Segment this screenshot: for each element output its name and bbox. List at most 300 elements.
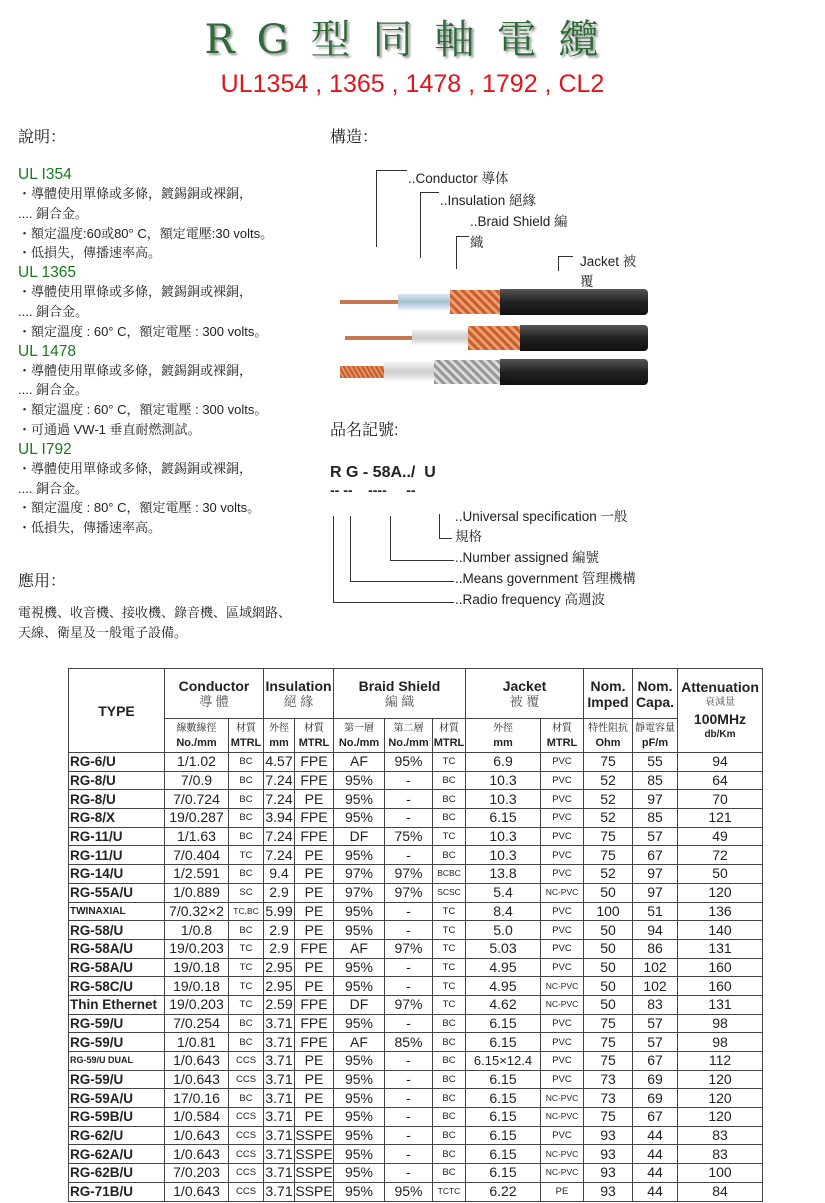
value-cell: 1/0.8 xyxy=(165,921,229,940)
type-cell: RG-6/U xyxy=(69,753,165,772)
naming-heading: 品名記號: xyxy=(330,422,399,439)
value-cell: CCS xyxy=(229,1070,264,1089)
value-cell: 50 xyxy=(584,958,633,977)
value-cell: BC xyxy=(433,790,466,809)
value-cell: AF xyxy=(334,753,385,772)
value-cell: 10.3 xyxy=(466,846,541,865)
table-row xyxy=(69,1052,763,1071)
naming-government: ..Means government 管理機構 xyxy=(455,571,636,586)
type-cell: RG-62/U xyxy=(69,1126,165,1145)
value-cell: 6.9 xyxy=(466,753,541,772)
value-cell: PE xyxy=(541,1182,584,1201)
value-cell: BC xyxy=(229,1014,264,1033)
application-line: 天線、衛星及一般電子設備。 xyxy=(18,625,188,640)
spec-line: ・額定溫度 : 80° C，額定電壓 : 30 volts。 xyxy=(18,500,261,516)
value-cell: 49 xyxy=(678,827,763,846)
jacket-label-2: 覆 xyxy=(580,274,594,289)
value-cell: PVC xyxy=(541,753,584,772)
value-cell: - xyxy=(385,1014,433,1033)
value-cell: BC xyxy=(229,1033,264,1052)
naming-code: R G - 58A../ U xyxy=(330,464,436,481)
value-cell: 97 xyxy=(633,790,678,809)
value-cell: SSPE xyxy=(295,1127,333,1144)
value-cell: NC-PVC xyxy=(541,1145,584,1164)
value-cell: FPE xyxy=(295,995,334,1014)
value-cell: BC xyxy=(433,1033,466,1052)
value-cell: 3.71 xyxy=(265,1127,293,1144)
value-cell: 19/0.287 xyxy=(165,809,229,828)
value-cell: 7/0.32×2 xyxy=(165,902,229,921)
table-row xyxy=(69,1108,763,1127)
spec-line: ・額定溫度 : 60° C，額定電壓 : 300 volts。 xyxy=(18,323,268,339)
value-cell: 44 xyxy=(633,1126,678,1145)
type-cell: RG-58/U xyxy=(69,921,165,940)
spec-line: ・導體使用單條或多條，鍍錫銅或裸銅， xyxy=(18,284,253,300)
value-cell: 50 xyxy=(584,995,633,1014)
value-cell: 50 xyxy=(584,977,633,996)
value-cell: 3.71 xyxy=(265,1014,293,1031)
value-cell: 98 xyxy=(678,1033,763,1052)
value-cell: PE xyxy=(295,921,334,940)
value-cell: PE xyxy=(295,1108,334,1127)
value-cell: TC xyxy=(433,753,466,772)
value-cell: 3.94 xyxy=(265,809,293,826)
value-cell: NC-PVC xyxy=(541,1089,584,1108)
value-cell: 95% xyxy=(334,809,385,828)
value-cell: 95% xyxy=(334,921,385,940)
value-cell: TC xyxy=(433,958,466,977)
value-cell: TC xyxy=(229,995,264,1014)
value-cell: PVC xyxy=(541,846,584,865)
value-cell: 75 xyxy=(584,827,633,846)
spec-line: ・導體使用單條或多條，鍍錫銅或裸銅， xyxy=(18,186,253,201)
value-cell: 3.71 xyxy=(265,1183,293,1200)
value-cell: 85% xyxy=(385,1033,433,1052)
value-cell: 83 xyxy=(678,1126,763,1145)
value-cell: - xyxy=(385,809,433,828)
value-cell: 7.24 xyxy=(265,828,293,845)
value-cell: 19/0.18 xyxy=(165,958,229,977)
value-cell: PE xyxy=(295,1089,334,1108)
table-row xyxy=(69,771,763,790)
value-cell: 121 xyxy=(678,809,763,828)
type-cell: RG-59A/U xyxy=(69,1089,165,1108)
value-cell: CCS xyxy=(229,1145,264,1164)
value-cell: 95% xyxy=(334,771,385,790)
value-cell: 52 xyxy=(584,865,633,884)
type-cell: RG-62A/U xyxy=(69,1145,165,1164)
value-cell: TC xyxy=(229,846,264,865)
spec-line: ・低損失，傳播速率高。 xyxy=(18,245,162,261)
value-cell: 50 xyxy=(584,921,633,940)
value-cell: SCSC xyxy=(433,883,466,902)
type-cell: RG-8/U xyxy=(69,790,165,809)
value-cell: 70 xyxy=(678,790,763,809)
value-cell: 6.15 xyxy=(466,1126,541,1145)
value-cell: PE xyxy=(295,865,334,884)
value-cell: 9.4 xyxy=(264,865,295,884)
value-cell: CCS xyxy=(229,1182,264,1201)
value-cell: 95% xyxy=(334,958,385,977)
table-row xyxy=(69,883,763,902)
value-cell: 72 xyxy=(678,846,763,865)
subheader-cell: 第二層 No./mm xyxy=(385,719,433,753)
value-cell: 85 xyxy=(633,771,678,790)
value-cell: - xyxy=(385,846,433,865)
value-cell: 4.57 xyxy=(265,753,293,770)
value-cell: 102 xyxy=(633,958,678,977)
value-cell: 97 xyxy=(633,883,678,902)
value-cell: BC xyxy=(229,790,264,809)
value-cell: 10.3 xyxy=(466,827,541,846)
value-cell: 83 xyxy=(633,995,678,1014)
value-cell: 1/0.889 xyxy=(165,883,229,902)
table-row xyxy=(69,809,763,828)
value-cell: 69 xyxy=(633,1089,678,1108)
value-cell: NC-PVC xyxy=(541,1108,584,1127)
value-cell: 19/0.18 xyxy=(165,977,229,996)
value-cell: 2.9 xyxy=(264,921,295,940)
subheader-cell: 材質 MTRL xyxy=(433,719,466,753)
value-cell: 67 xyxy=(633,1108,678,1127)
value-cell: 2.9 xyxy=(264,939,295,958)
table-row xyxy=(69,753,763,772)
type-cell: RG-58A/U xyxy=(69,958,165,977)
value-cell: 75 xyxy=(584,1014,633,1033)
table-row xyxy=(69,1182,763,1201)
value-cell: 44 xyxy=(633,1164,678,1183)
value-cell: BC xyxy=(433,771,466,790)
spec-line: .... 銅合金。 xyxy=(18,205,89,221)
value-cell: 95% xyxy=(334,977,385,996)
value-cell: 7/0.9 xyxy=(165,771,229,790)
value-cell: 50 xyxy=(678,865,763,884)
value-cell: 75 xyxy=(584,1108,633,1127)
value-cell: 44 xyxy=(633,1182,678,1201)
value-cell: BC xyxy=(433,1089,466,1108)
subheader-cell: 材質 MTRL xyxy=(541,719,584,753)
spec-line: ・低損失，傳播速率高。 xyxy=(18,520,162,536)
value-cell: 131 xyxy=(678,939,763,958)
subheader-cell: 材質 MTRL xyxy=(229,719,264,753)
description-sections xyxy=(18,165,338,538)
type-cell: RG-11/U xyxy=(69,827,165,846)
table-row xyxy=(69,977,763,996)
header-braid: Braid Shield 編 織 xyxy=(334,669,466,719)
value-cell: FPE xyxy=(295,771,334,790)
value-cell: SC xyxy=(229,883,264,902)
subheader-cell: 外徑 mm xyxy=(466,719,541,753)
value-cell: PVC xyxy=(541,809,584,828)
value-cell: CCS xyxy=(229,1052,264,1071)
value-cell: 6.15 xyxy=(466,1033,541,1052)
value-cell: 97% xyxy=(385,883,433,902)
spec-line: .... 銅合金。 xyxy=(18,382,89,398)
page-subtitle: UL1354 , 1365 , 1478 , 1792 , CL2 xyxy=(220,70,605,98)
header-type: TYPE xyxy=(69,669,165,753)
value-cell: 8.4 xyxy=(466,902,541,921)
value-cell: PVC xyxy=(541,902,584,921)
value-cell: 1/0.584 xyxy=(165,1108,229,1127)
value-cell: 3.71 xyxy=(265,1052,293,1069)
type-cell: RG-59B/U xyxy=(69,1108,165,1127)
type-cell: RG-11/U xyxy=(69,846,165,865)
value-cell: - xyxy=(385,771,433,790)
type-cell: RG-59/U xyxy=(69,1033,165,1052)
type-cell: RG-55A/U xyxy=(69,883,165,902)
value-cell: 2.95 xyxy=(265,958,293,975)
value-cell: PE xyxy=(295,790,334,809)
type-cell: Thin Ethernet xyxy=(69,995,165,1014)
value-cell: 6.15 xyxy=(466,1164,541,1183)
type-cell: RG-71B/U xyxy=(69,1182,165,1201)
value-cell: BC xyxy=(229,753,264,772)
spec-line: ・額定溫度 : 60° C，額定電壓 : 300 volts。 xyxy=(18,402,268,418)
value-cell: TC,BC xyxy=(229,902,264,921)
value-cell: 95% xyxy=(334,1014,385,1033)
value-cell: PVC xyxy=(541,1052,584,1071)
value-cell: BC xyxy=(433,846,466,865)
value-cell: 97% xyxy=(334,865,385,884)
value-cell: 112 xyxy=(678,1052,763,1071)
value-cell: 100 xyxy=(678,1164,763,1183)
subheader-cell: 外徑 mm xyxy=(264,719,295,753)
value-cell: SSPE xyxy=(295,1145,333,1162)
value-cell: NC-PVC xyxy=(541,977,584,996)
value-cell: 6.15 xyxy=(466,1089,541,1108)
value-cell: - xyxy=(385,1145,433,1164)
value-cell: 6.15 xyxy=(466,1070,541,1089)
value-cell: 95% xyxy=(334,1108,385,1127)
insulation-label: ..Insulation 絕緣 xyxy=(440,193,537,208)
value-cell: 75 xyxy=(584,846,633,865)
subheader-cell: 靜電容量 pF/m xyxy=(633,719,678,753)
value-cell: 85 xyxy=(633,809,678,828)
table-row xyxy=(69,921,763,940)
value-cell: - xyxy=(385,958,433,977)
value-cell: PE xyxy=(295,977,334,996)
value-cell: 98 xyxy=(678,1014,763,1033)
value-cell: - xyxy=(385,977,433,996)
value-cell: 95% xyxy=(334,1089,385,1108)
value-cell: PVC xyxy=(541,1033,584,1052)
value-cell: 6.15 xyxy=(466,809,541,828)
value-cell: BC xyxy=(229,771,264,790)
value-cell: SSPE xyxy=(295,1183,333,1200)
value-cell: 67 xyxy=(633,1052,678,1071)
value-cell: 93 xyxy=(584,1126,633,1145)
table-row xyxy=(69,958,763,977)
value-cell: 69 xyxy=(633,1070,678,1089)
value-cell: 2.9 xyxy=(264,883,295,902)
value-cell: BC xyxy=(433,1014,466,1033)
value-cell: FPE xyxy=(295,939,334,958)
value-cell: BCBC xyxy=(433,865,466,884)
value-cell: 51 xyxy=(633,902,678,921)
value-cell: 3.71 xyxy=(265,1108,293,1125)
value-cell: BC xyxy=(229,827,264,846)
value-cell: 57 xyxy=(633,1014,678,1033)
value-cell: AF xyxy=(334,939,385,958)
ul-standard-heading: UL I792 xyxy=(18,440,72,458)
value-cell: 50 xyxy=(584,939,633,958)
value-cell: 93 xyxy=(584,1164,633,1183)
value-cell: - xyxy=(385,1164,433,1183)
ul-standard-heading: UL 1478 xyxy=(18,342,77,360)
value-cell: TC xyxy=(229,977,264,996)
value-cell: 1/0.643 xyxy=(165,1145,229,1164)
value-cell: 64 xyxy=(678,771,763,790)
value-cell: PVC xyxy=(541,921,584,940)
value-cell: 2.95 xyxy=(265,977,293,994)
value-cell: FPE xyxy=(295,753,334,772)
type-cell: RG-59/U xyxy=(69,1014,165,1033)
value-cell: PVC xyxy=(541,790,584,809)
value-cell: BC xyxy=(433,1126,466,1145)
value-cell: CCS xyxy=(229,1164,264,1183)
type-cell: RG-59/U DUAL xyxy=(69,1052,165,1071)
value-cell: 95% xyxy=(334,1070,385,1089)
value-cell: 160 xyxy=(678,958,763,977)
value-cell: 75 xyxy=(584,1052,633,1071)
table-row xyxy=(69,1164,763,1183)
table-row xyxy=(69,1033,763,1052)
table-row xyxy=(69,827,763,846)
value-cell: BC xyxy=(433,1164,466,1183)
type-cell: TWINAXIAL xyxy=(69,902,165,921)
type-cell: RG-62B/U xyxy=(69,1164,165,1183)
value-cell: TCTC xyxy=(433,1182,466,1201)
value-cell: 2.59 xyxy=(265,996,293,1013)
value-cell: 95% xyxy=(385,753,433,772)
value-cell: - xyxy=(385,1126,433,1145)
value-cell: DF xyxy=(334,827,385,846)
value-cell: 1/2.591 xyxy=(165,865,229,884)
description-heading: 說明： xyxy=(18,129,67,146)
value-cell: 100 xyxy=(584,902,633,921)
spec-line: ・可通過 VW-1 垂直耐燃測試。 xyxy=(18,421,201,437)
value-cell: 1/1.63 xyxy=(165,827,229,846)
type-cell: RG-8/U xyxy=(69,771,165,790)
application-line: 電視機、收音機、接收機、錄音機、區域網路、 xyxy=(18,605,292,620)
value-cell: 5.4 xyxy=(466,883,541,902)
value-cell: 4.95 xyxy=(466,958,541,977)
value-cell: 7.24 xyxy=(265,846,293,863)
value-cell: BC xyxy=(433,1145,466,1164)
value-cell: 160 xyxy=(678,977,763,996)
jacket-label: Jacket 被 xyxy=(580,254,637,269)
type-cell: RG-59/U xyxy=(69,1070,165,1089)
value-cell: 97% xyxy=(385,865,433,884)
value-cell: 95% xyxy=(334,790,385,809)
value-cell: PE xyxy=(295,958,334,977)
value-cell: 4.95 xyxy=(466,977,541,996)
value-cell: PVC xyxy=(541,865,584,884)
value-cell: SSPE xyxy=(295,1164,333,1181)
value-cell: 57 xyxy=(633,1033,678,1052)
type-cell: RG-58C/U xyxy=(69,977,165,996)
value-cell: 75% xyxy=(385,827,433,846)
value-cell: 97 xyxy=(633,865,678,884)
spec-line: .... 銅合金。 xyxy=(18,480,89,496)
value-cell: 86 xyxy=(633,939,678,958)
type-cell: RG-58A/U xyxy=(69,939,165,958)
value-cell: 102 xyxy=(633,977,678,996)
value-cell: - xyxy=(385,1070,433,1089)
value-cell: 95% xyxy=(385,1182,433,1201)
value-cell: 55 xyxy=(633,753,678,772)
value-cell: 120 xyxy=(678,1108,763,1127)
value-cell: FPE xyxy=(295,1014,334,1033)
value-cell: PE xyxy=(295,1052,334,1071)
header-insulation: Insulation 絕 緣 xyxy=(264,669,334,719)
value-cell: 7.24 xyxy=(265,772,293,789)
table-row xyxy=(69,939,763,958)
value-cell: - xyxy=(385,1089,433,1108)
type-cell: RG-14/U xyxy=(69,865,165,884)
value-cell: TC xyxy=(433,977,466,996)
value-cell: 140 xyxy=(678,921,763,940)
value-cell: BC xyxy=(433,1070,466,1089)
value-cell: 1/0.643 xyxy=(165,1126,229,1145)
value-cell: 95% xyxy=(334,1164,385,1183)
header-jacket: Jacket 被 覆 xyxy=(466,669,584,719)
table-row xyxy=(69,995,763,1014)
value-cell: AF xyxy=(334,1033,385,1052)
application-text xyxy=(18,603,338,643)
value-cell: 3.71 xyxy=(265,1164,293,1181)
value-cell: PE xyxy=(295,1070,334,1089)
header-attenuation: Attenuation 衰減量 100MHz db/Km xyxy=(678,669,763,753)
value-cell: 83 xyxy=(678,1145,763,1164)
naming-number: ..Number assigned 編號 xyxy=(455,550,600,565)
value-cell: 97% xyxy=(385,939,433,958)
naming-universal-2: 規格 xyxy=(455,529,482,544)
value-cell: 10.3 xyxy=(466,790,541,809)
value-cell: NC-PVC xyxy=(541,1164,584,1183)
spec-line: ・導體使用單條或多條，鍍錫銅或裸銅， xyxy=(18,362,253,378)
table-row xyxy=(69,790,763,809)
value-cell: 6.15 xyxy=(466,1108,541,1127)
value-cell: FPE xyxy=(295,809,334,828)
type-cell: RG-8/X xyxy=(69,809,165,828)
value-cell: - xyxy=(385,921,433,940)
value-cell: NC-PVC xyxy=(541,883,584,902)
value-cell: 120 xyxy=(678,1089,763,1108)
value-cell: 7/0.404 xyxy=(165,846,229,865)
ul-standard-heading: UL I354 xyxy=(18,166,72,183)
value-cell: CCS xyxy=(229,1108,264,1127)
value-cell: 6.15 xyxy=(466,1014,541,1033)
spec-line: ・額定溫度:60或80° C，額定電壓:30 volts。 xyxy=(18,225,274,241)
table-row xyxy=(69,902,763,921)
value-cell: 95% xyxy=(334,1182,385,1201)
value-cell: TC xyxy=(229,939,264,958)
value-cell: PVC xyxy=(541,1126,584,1145)
value-cell: 93 xyxy=(584,1145,633,1164)
value-cell: TC xyxy=(229,958,264,977)
value-cell: 120 xyxy=(678,883,763,902)
value-cell: TC xyxy=(433,902,466,921)
value-cell: PVC xyxy=(541,771,584,790)
value-cell: 136 xyxy=(678,902,763,921)
value-cell: PVC xyxy=(541,958,584,977)
table-row xyxy=(69,846,763,865)
naming-dashes: -- -- ---- -- xyxy=(330,482,416,498)
table-row xyxy=(69,865,763,884)
value-cell: 1/0.643 xyxy=(165,1070,229,1089)
value-cell: BC xyxy=(433,1108,466,1127)
